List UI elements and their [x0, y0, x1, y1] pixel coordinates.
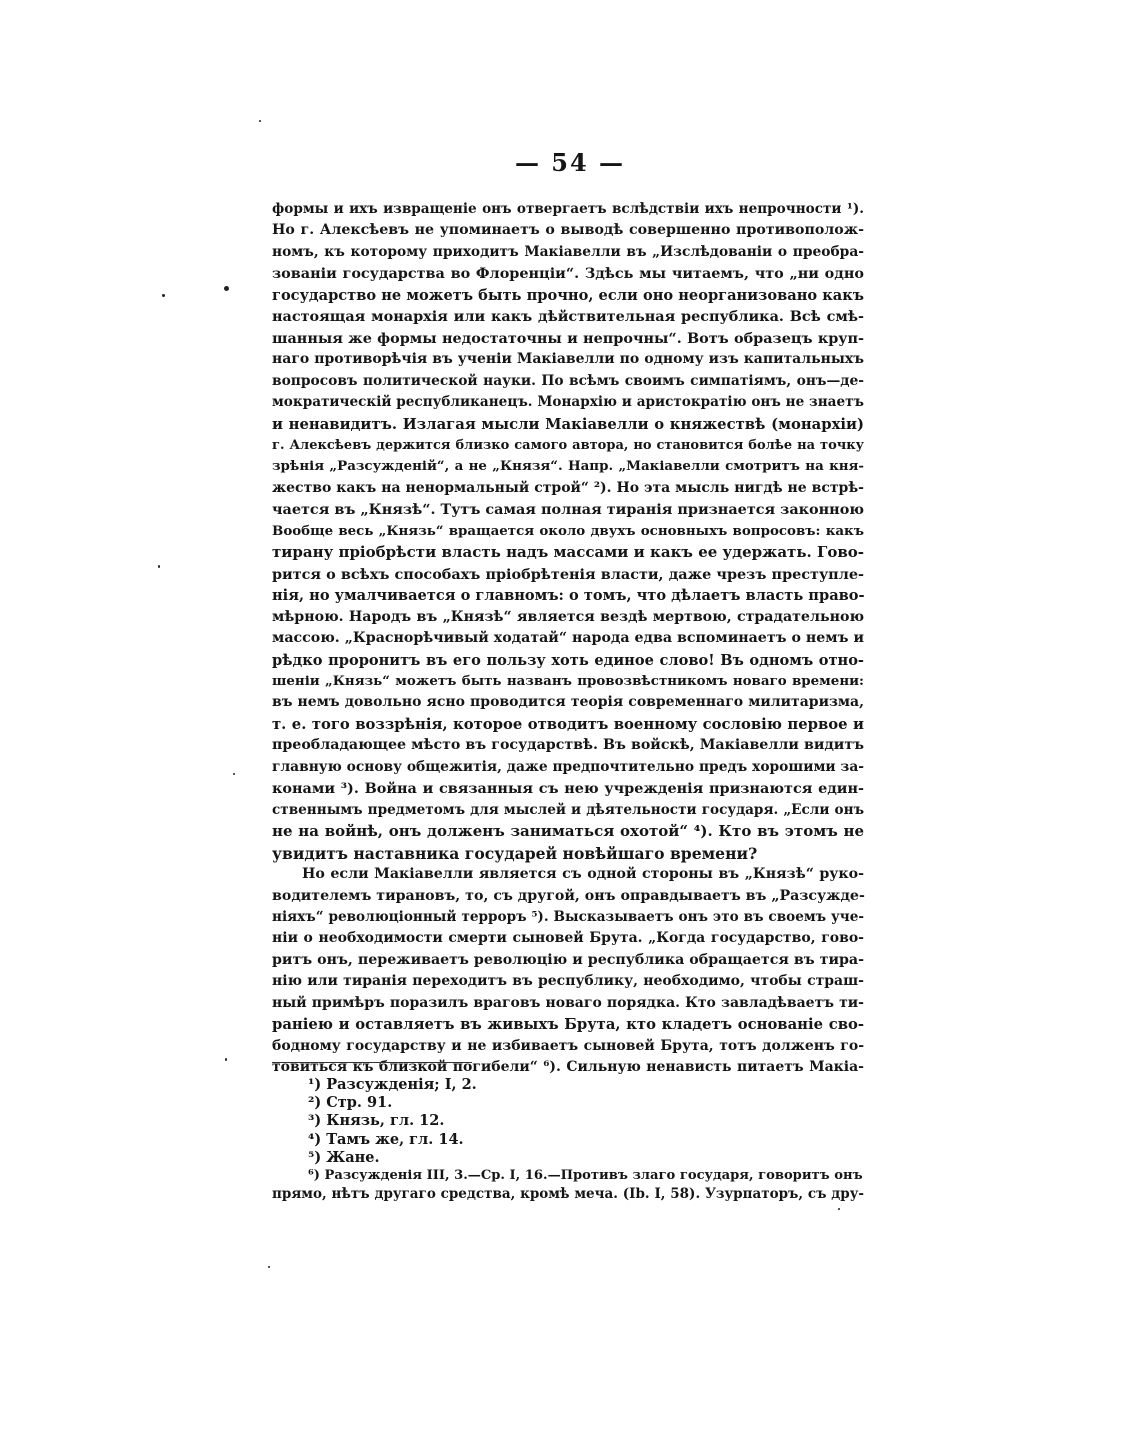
text-line: мѣрною. Народъ въ „Князѣ“ является вездѣ мертвою, страдательною — [272, 608, 864, 625]
text-line: мократическій республиканецъ. Монархію и аристократію онъ не знаетъ — [272, 394, 864, 411]
text-line: тирану пріобрѣсти власть надъ массами и какъ ее удержать. Гово- — [272, 543, 864, 562]
text-line: водителемъ тирановъ, то, съ другой, онъ оправдываетъ въ „Разсужде- — [272, 887, 865, 904]
scan-speck — [268, 1266, 270, 1268]
text-line: главную основу общежитія, даже предпочтительно предъ хорошими за- — [272, 758, 864, 775]
footnote: ⁴) Тамъ же, гл. 14. — [308, 1130, 464, 1148]
text-line: т. е. того воззрѣнія, которое отводитъ военному сословію первое и — [272, 715, 864, 733]
text-line: вопросовъ политической науки. По всѣмъ своимъ симпатіямъ, онъ—де- — [272, 372, 864, 389]
text-line: конами ³). Война и связанныя съ нею учрежденія признаются един- — [272, 780, 864, 798]
footnote-separator — [272, 1062, 472, 1063]
footnote-continuation: прямо, нѣтъ другаго средства, кромѣ меча. (Ib. I, 58). Узурпаторъ, съ дру- — [272, 1186, 864, 1203]
text-line: увидитъ наставника государей новѣйшаго времени? — [272, 843, 758, 863]
scan-speck — [838, 1208, 840, 1210]
scan-speck — [225, 1058, 227, 1061]
text-line: г. Алексѣевъ держится близко самого автора, но становится болѣе на точку — [272, 437, 864, 453]
text-line: государство не можетъ быть прочно, если оно неорганизовано какъ — [272, 286, 864, 304]
text-line: преобладающее мѣсто въ государствѣ. Въ войскѣ, Макіавелли видитъ — [272, 737, 864, 754]
text-line: Но если Макіавелли является съ одной стороны въ „Князѣ“ руко- — [302, 866, 864, 883]
text-line: нію или тиранія переходитъ въ республику, необходимо, чтобы страш- — [272, 973, 864, 990]
text-line: ніяхъ“ революціонный терроръ ⁵). Высказываетъ онъ это въ своемъ уче- — [272, 908, 864, 925]
scan-speck — [259, 120, 261, 122]
scan-speck — [224, 286, 229, 291]
text-line: настоящая монархія или какъ дѣйствительная республика. Всѣ смѣ- — [272, 308, 864, 326]
text-line: ніи о необходимости смерти сыновей Брута. „Когда государство, гово- — [272, 930, 864, 947]
text-line: и ненавидитъ. Излагая мысли Макіавелли о княжествѣ (монархіи) — [272, 415, 864, 433]
text-line: зованіи государства во Флоренціи“. Здѣсь мы читаемъ, что „ни одно — [272, 265, 864, 283]
text-line: Вообще весь „Князь“ вращается около двухъ основныхъ вопросовъ: какъ — [272, 522, 864, 539]
text-line: шеніи „Князь“ можетъ быть названъ провозвѣстникомъ новаго времени: — [272, 672, 864, 689]
text-line: рится о всѣхъ способахъ пріобрѣтенія власти, даже чрезъ преступле- — [272, 565, 864, 583]
footnote: ¹) Разсужденія; I, 2. — [308, 1076, 477, 1093]
text-line: въ немъ довольно ясно проводится теорія современнаго милитаризма, — [272, 694, 864, 711]
scan-speck — [233, 773, 235, 775]
text-line: ственнымъ предметомъ для мыслей и дѣятельности государя. „Если онъ — [272, 801, 864, 818]
text-line: ритъ онъ, переживаетъ революцію и республика обращается въ тира- — [272, 951, 864, 968]
footnote: ⁵) Жане. — [308, 1148, 380, 1166]
footnotes — [272, 1076, 864, 1203]
text-line: массою. „Краснорѣчивый ходатай“ народа едва вспоминаетъ о немъ и — [272, 630, 864, 647]
text-line: ный примѣръ поразилъ враговъ новаго порядка. Кто завладѣваетъ ти- — [272, 994, 864, 1011]
text-line: зрѣнія „Разсужденій“, а не „Князя“. Напр. „Макіавелли смотритъ на кня- — [272, 458, 864, 475]
text-line: наго противорѣчія въ ученіи Макіавелли по одному изъ капитальныхъ — [272, 351, 864, 368]
text-line: бодному государству и не избиваетъ сыновей Брута, тотъ долженъ го- — [272, 1037, 864, 1054]
text-line: номъ, къ которому приходитъ Макіавелли въ „Изслѣдованіи о преобра- — [272, 243, 864, 260]
text-line: формы и ихъ извращеніе онъ отвергаетъ вслѣдствіи ихъ непрочности ¹). — [272, 201, 864, 217]
text-line: шанныя же формы недостаточны и непрочны“. Вотъ образецъ круп- — [272, 329, 864, 347]
text-line: рѣдко проронитъ въ его пользу хоть единое слово! Въ одномъ отно- — [272, 651, 864, 669]
text-line: товиться къ близкой погибели“ ⁶). Сильную ненависть питаетъ Макіа- — [272, 1059, 864, 1076]
footnote: ⁶) Разсужденія III, 3.—Ср. I, 16.—Противъ злаго государя, говоритъ онъ — [308, 1168, 863, 1184]
text-line: раніею и оставляетъ въ живыхъ Брута, кто кладетъ основаніе сво- — [272, 1016, 864, 1034]
text-line: чается въ „Князѣ“. Тутъ самая полная тиранія признается законною — [272, 501, 865, 519]
text-line: не на войнѣ, онъ долженъ заниматься охотой“ ⁴). Кто въ этомъ не — [272, 822, 864, 841]
scan-speck — [158, 565, 160, 568]
text-line: Но г. Алексѣевъ не упоминаетъ о выводѣ совершенно противополож- — [272, 222, 864, 239]
text-line: жество какъ на ненормальный строй“ ²). Но эта мысль нигдѣ не встрѣ- — [272, 479, 864, 496]
scan-speck — [162, 294, 165, 297]
page-number: — 54 — — [514, 148, 626, 177]
footnote: ³) Князь, гл. 12. — [308, 1112, 445, 1130]
text-line: нія, но умалчивается о главномъ: о томъ, что дѣлаетъ власть право- — [272, 587, 865, 605]
footnote: ²) Стр. 91. — [308, 1094, 393, 1112]
main-text — [272, 199, 864, 1079]
